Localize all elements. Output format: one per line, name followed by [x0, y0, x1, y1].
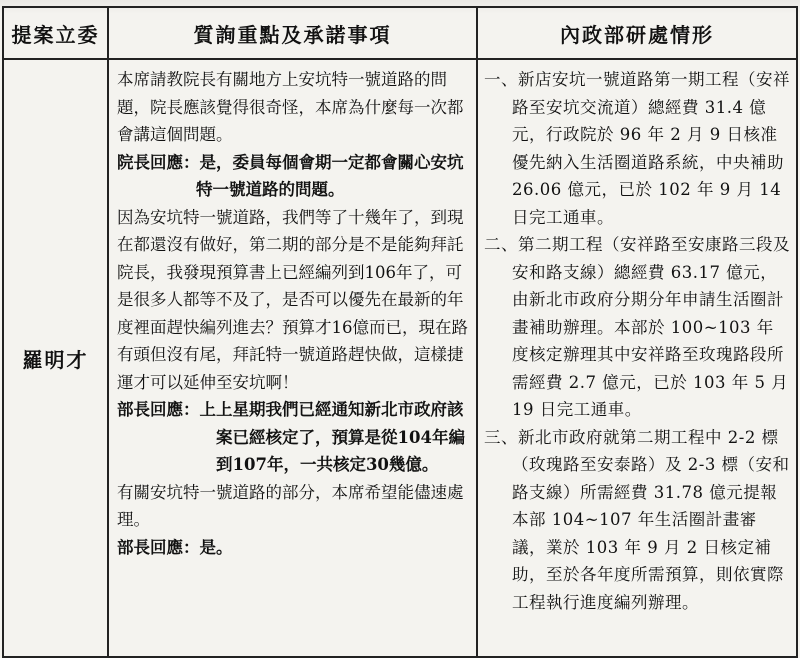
header-handling: 內政部研處情形	[477, 7, 797, 59]
header-questioning: 質詢重點及承諾事項	[108, 7, 477, 59]
question-text: 有關安坑特一號道路的部分，本席希望能儘速處理。	[117, 482, 464, 529]
minister-reply	[117, 534, 468, 562]
header-member: 提案立委	[3, 7, 108, 59]
minister-reply	[117, 396, 468, 479]
header-row	[3, 7, 797, 59]
member-name: 羅明才	[3, 59, 108, 657]
handling-item: 三、新北市政府就第二期工程中 2-2 標（玫瑰路至安泰路）及 2-3 標（安和路支線）所需經費 31.78 億元提報本部 104~107 年生活圈計畫審議，業於 103 年 9 月 2 日核定補助，至於各年度所需預算，則依實際工程執行進度編列辦理。	[484, 427, 790, 612]
reply-text: 是，委員每個會期一定都會關心安坑特一號道路的問題。	[196, 152, 464, 199]
reply-label: 院長回應：	[117, 152, 200, 172]
reply-text: 是。	[199, 537, 233, 557]
table-row	[3, 59, 797, 657]
reply-text: 上上星期我們已經通知新北市政府該案已經核定了，預算是從104年編到107年，一共核定30幾億。	[199, 400, 465, 474]
handling-cell	[477, 59, 797, 657]
reply-label: 部長回應：	[117, 400, 200, 419]
questioning-cell	[108, 59, 477, 657]
question-text: 本席請教院長有關地方上安坑特一號道路的問題，院長應該覺得很奇怪，本席為什麼每一次都會講這個問題。	[117, 70, 464, 144]
question-text: 因為安坑特一號道路，我們等了十幾年了，到現在都還沒有做好，第二期的部分是不是能夠拜託院長，我發現預算書上已經編列到106年了，可是很多人都等不及了，是否可以優先在最新的年度裡面趕快編列進去？預算才16億而已，現在路有頭但沒有尾，拜託特一號道路趕快做，這樣捷運才可以延伸至安坑啊！	[117, 207, 468, 392]
handling-item: 一、新店安坑一號道路第一期工程（安祥路至安坑交流道）總經費 31.4 億元，行政院於 96 年 2 月 9 日核准優先納入生活圈道路系統，中央補助 26.06 億元，已於 102 年 9 月 14 日完工通車。	[484, 70, 790, 227]
reply-label: 部長回應：	[117, 537, 200, 557]
premier-reply	[117, 149, 468, 204]
handling-item: 二、第二期工程（安祥路至安康路三段及安和路支線）總經費 63.17 億元，由新北市政府分期分年申請生活圈計畫補助辦理。本部於 100~103 年度核定辦理其中安祥路至玫瑰路段所需經費 2.7 億元，已於 103 年 5 月 19 日完工通車。	[484, 235, 790, 419]
legislator-questioning-table	[2, 6, 798, 658]
